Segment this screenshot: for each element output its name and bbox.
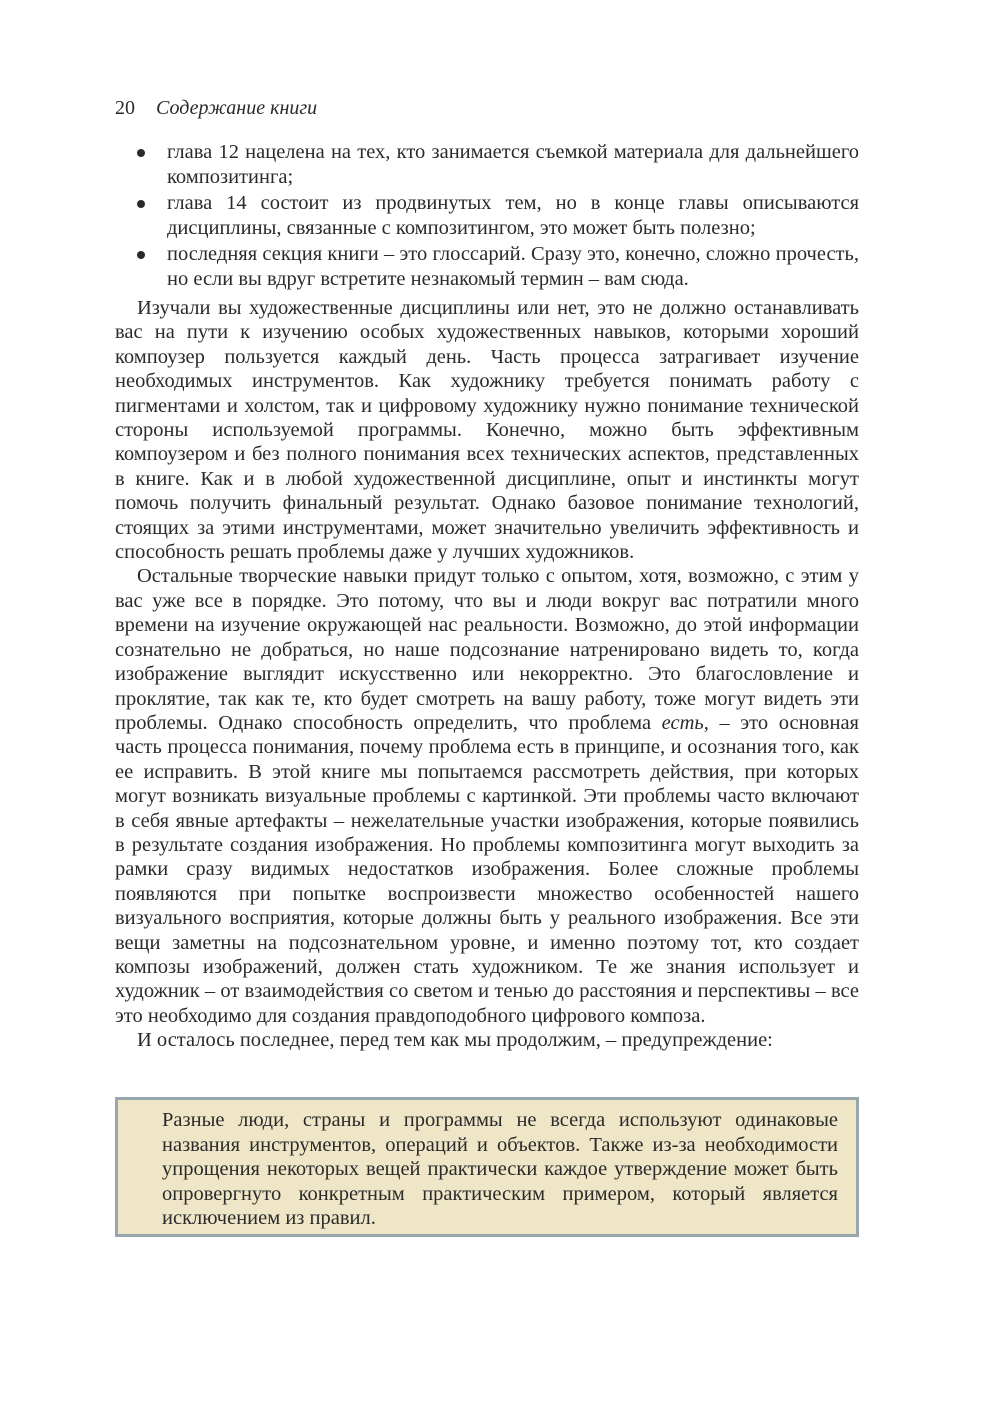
- paragraph-skills: Изучали вы художественные дисциплины или нет, это не должно останавливать вас на пути к изучению особых художественных навыков, которыми хороший компоузер пользуется каждый день. Часть процесса затрагивает изучение необходимых инструментов. Как художнику требуется понимать работу с пигментами и холстом, так и цифровому художнику нужно понимание технической стороны используемой программы. Конечно, можно быть эффективным компоузером и без полного понимания всех технических аспектов, представленных в книге. Как и в любой художественной дисциплине, опыт и инстинкты могут помочь получить финальный результат. Однако базовое понимание технологий, стоящих за этими инструментами, может значительно увеличить эффективность и способность решать проблемы даже у лучших художников.: [115, 297, 859, 564]
- list-item: [115, 242, 859, 292]
- bullet-list: [115, 140, 859, 292]
- list-item: [115, 191, 859, 241]
- paragraph-creative: [115, 564, 859, 1028]
- paragraph-text: Остальные творческие навыки придут только с опытом, хотя, возможно, с этим у вас уже все в порядке. Это потому, что вы и люди вокруг вас потратили много времени на изучение окружающей нас реальности. Возможно, до этой информации сознательно не добраться, но наше подсознание натренировано видеть то, когда изображение выглядит искусственно или некорректно. Это благословление и проклятие, так как те, кто будет смотреть на вашу работу, тоже могут видеть эти проблемы. Однако способность определить, что проблема: [115, 565, 859, 734]
- warning-note-box: [115, 1097, 859, 1237]
- warning-note-text: Разные люди, страны и программы не всегда используют одинаковые названия инструментов, операций и объектов. Также из-за необходимости упрощения некоторых вещей практически каждое утверждение может быть опровергнуто конкретным практическим примером, который является исключением из правил.: [162, 1109, 838, 1229]
- paragraph-warning-intro: И осталось последнее, перед тем как мы продолжим, – предупреждение:: [137, 1029, 773, 1052]
- page-number: 20: [115, 97, 135, 119]
- section-title: Содержание книги: [156, 97, 318, 119]
- running-header: [115, 95, 317, 121]
- paragraph-text: , – это основная часть процесса понимания, почему проблема есть в принципе, и осознания того, как ее исправить. В этой книге мы попытаемся рассмотреть действия, при которых могут возникать визуальные проблемы с картинкой. Эти проблемы часто включают в себя явные артефакты – нежелательные участки изображения, которые появились в результате создания изображения. Но проблемы композитинга могут выходить за рамки сразу видимых недостатков изображения. Более сложные проблемы появляются при попытке воспроизвести множество особенностей нашего визуального восприятия, которые должны быть у реального изображения. Все эти вещи заметны на подсознательном уровне, и именно поэтому тот, кто создает композы изображений, должен стать художником. Те же знания использует и художник – от взаимодействия со светом и тенью до расстояния и перспективы – все это необходимо для создания правдоподобного цифрового композа.: [115, 711, 859, 1027]
- bullet-icon: [137, 200, 145, 208]
- list-item-text: последняя секция книги – это глоссарий. Сразу это, конечно, сложно прочесть, но если вы вдруг встретите незнакомый термин – вам сюда.: [167, 243, 859, 290]
- emphasis-text: есть: [661, 711, 704, 734]
- list-item: [115, 140, 859, 190]
- list-item-text: глава 12 нацелена на тех, кто занимается съемкой материала для дальнейшего композитинга;: [167, 141, 859, 188]
- list-item-text: глава 14 состоит из продвинутых тем, но в конце главы описываются дисциплины, связанные с композитингом, это может быть полезно;: [167, 192, 859, 239]
- bullet-icon: [137, 149, 145, 157]
- main-content: [115, 140, 859, 1053]
- bullet-icon: [137, 251, 145, 259]
